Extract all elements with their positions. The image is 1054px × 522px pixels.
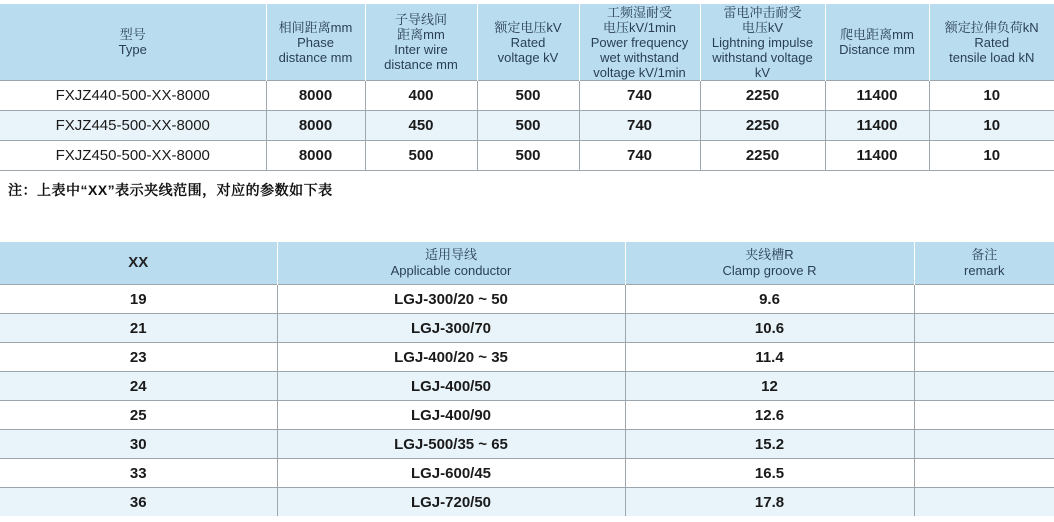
header-tensile-load: 额定拉伸负荷kN Rated tensile load kN (929, 4, 1054, 81)
cell-xx: 33 (0, 459, 277, 488)
table-row (0, 372, 1054, 401)
cell: 500 (365, 141, 477, 171)
header-lightning-impulse: 雷电冲击耐受 电压kV Lightning impulse withstand voltage kV (700, 4, 825, 81)
cell-remark (914, 372, 1054, 401)
cell-xx: 19 (0, 285, 277, 314)
cell-conductor: LGJ-600/45 (277, 459, 625, 488)
cell: 450 (365, 111, 477, 141)
cell-remark (914, 488, 1054, 517)
cell-xx: 21 (0, 314, 277, 343)
header-type: 型号 Type (0, 4, 266, 81)
cell-xx: 30 (0, 430, 277, 459)
cell-conductor: LGJ-300/70 (277, 314, 625, 343)
cell: 11400 (825, 81, 929, 111)
table-row (0, 430, 1054, 459)
cell-remark (914, 314, 1054, 343)
cell: 10 (929, 111, 1054, 141)
header-xx: XX (0, 242, 277, 285)
table-row (0, 314, 1054, 343)
cell: 10 (929, 81, 1054, 111)
table-note: 注：上表中“XX”表示夹线范围，对应的参数如下表 (8, 182, 333, 198)
cell-groove: 10.6 (625, 314, 914, 343)
cell: 400 (365, 81, 477, 111)
cell: 740 (579, 81, 700, 111)
cell-groove: 16.5 (625, 459, 914, 488)
table-row (0, 343, 1054, 372)
table-row (0, 81, 1054, 111)
header-applicable-conductor: 适用导线 Applicable conductor (277, 242, 625, 285)
cell: 2250 (700, 141, 825, 171)
cell-type: FXJZ440-500-XX-8000 (0, 81, 266, 111)
cell: 8000 (266, 111, 365, 141)
cell-xx: 36 (0, 488, 277, 517)
clamp-table (0, 242, 1054, 516)
header-phase-distance: 相间距离mm Phase distance mm (266, 4, 365, 81)
cell: 500 (477, 141, 579, 171)
cell-remark (914, 343, 1054, 372)
header-remark: 备注 remark (914, 242, 1054, 285)
table-row (0, 141, 1054, 171)
spec-table (0, 4, 1054, 171)
table-row (0, 111, 1054, 141)
cell-conductor: LGJ-300/20 ~ 50 (277, 285, 625, 314)
header-inter-wire-distance: 子导线间 距离mm Inter wire distance mm (365, 4, 477, 81)
cell: 740 (579, 111, 700, 141)
cell-groove: 12.6 (625, 401, 914, 430)
cell-conductor: LGJ-400/50 (277, 372, 625, 401)
cell-xx: 24 (0, 372, 277, 401)
spec-header-row (0, 4, 1054, 81)
table-row (0, 459, 1054, 488)
table-row (0, 488, 1054, 517)
cell-groove: 11.4 (625, 343, 914, 372)
cell-remark (914, 459, 1054, 488)
cell-remark (914, 401, 1054, 430)
cell-remark (914, 285, 1054, 314)
cell: 500 (477, 111, 579, 141)
cell-conductor: LGJ-720/50 (277, 488, 625, 517)
header-clamp-groove: 夹线槽R Clamp groove R (625, 242, 914, 285)
cell: 2250 (700, 111, 825, 141)
cell: 8000 (266, 81, 365, 111)
header-rated-voltage: 额定电压kV Rated voltage kV (477, 4, 579, 81)
cell-remark (914, 430, 1054, 459)
header-creepage-distance: 爬电距离mm Distance mm (825, 4, 929, 81)
cell: 740 (579, 141, 700, 171)
cell-groove: 15.2 (625, 430, 914, 459)
cell: 11400 (825, 141, 929, 171)
table-row (0, 401, 1054, 430)
clamp-header-row (0, 242, 1054, 285)
cell-type: FXJZ450-500-XX-8000 (0, 141, 266, 171)
cell-groove: 17.8 (625, 488, 914, 517)
cell-conductor: LGJ-400/20 ~ 35 (277, 343, 625, 372)
cell: 2250 (700, 81, 825, 111)
cell: 8000 (266, 141, 365, 171)
table-row (0, 285, 1054, 314)
cell-groove: 9.6 (625, 285, 914, 314)
cell: 10 (929, 141, 1054, 171)
cell: 500 (477, 81, 579, 111)
header-power-frequency: 工频湿耐受 电压kV/1min Power frequency wet withstand voltage kV/1min (579, 4, 700, 81)
cell-xx: 23 (0, 343, 277, 372)
cell-conductor: LGJ-500/35 ~ 65 (277, 430, 625, 459)
cell-xx: 25 (0, 401, 277, 430)
cell-type: FXJZ445-500-XX-8000 (0, 111, 266, 141)
cell-conductor: LGJ-400/90 (277, 401, 625, 430)
cell-groove: 12 (625, 372, 914, 401)
cell: 11400 (825, 111, 929, 141)
